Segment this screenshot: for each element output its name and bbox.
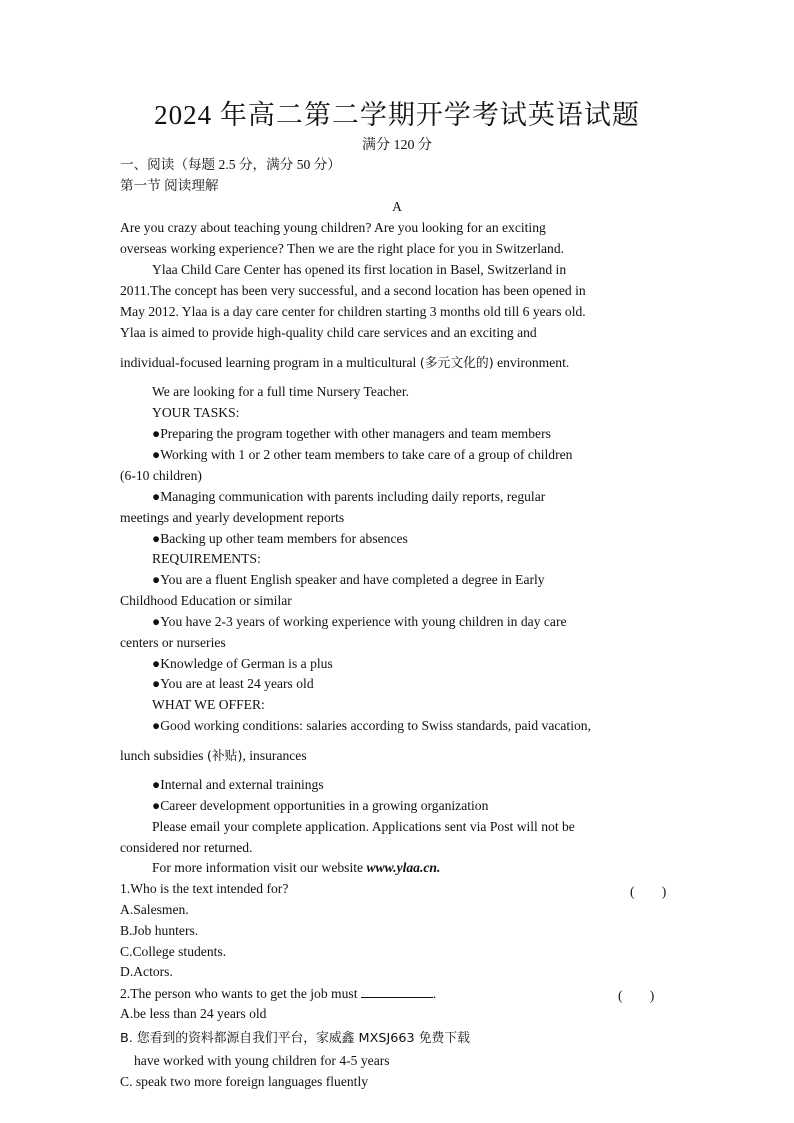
list-item-cont: centers or nurseries [120, 635, 226, 650]
question-text: 2.The person who wants to get the job must [120, 986, 358, 1001]
offer-heading: WHAT WE OFFER: [152, 697, 265, 712]
exam-title: 2024 年高二第二学期开学考试英语试题 [154, 100, 640, 130]
tasks-heading: YOUR TASKS: [152, 405, 240, 420]
paragraph-line: Ylaa Child Care Center has opened its first location in Basel, Switzerland in [152, 262, 567, 277]
question-1: 1.Who is the text intended for? [120, 881, 289, 896]
list-item: ●You are at least 24 years old [152, 676, 314, 691]
list-item: ●Good working conditions: salaries according to Swiss standards, paid vacation, [152, 718, 591, 733]
paragraph-line: Please email your complete application. Applications sent via Post will not be [152, 819, 575, 834]
paragraph-line: May 2012. Ylaa is a day care center for children starting 3 months old till 6 years old. [120, 304, 586, 319]
paragraph-line: 2011.The concept has been very successful, and a second location has been opened in [120, 283, 586, 298]
paragraph-line: considered nor returned. [120, 840, 253, 855]
job-title-line: We are looking for a full time Nursery Teacher. [152, 384, 410, 399]
section-heading: 一、阅读（每题 2.5 分，满分 50 分） [120, 157, 341, 172]
fill-in-blank[interactable] [361, 984, 433, 998]
list-item: ●Working with 1 or 2 other team members to take care of a group of children [152, 447, 573, 462]
question-2 [120, 984, 680, 1003]
paragraph-text: For more information visit our website [152, 860, 364, 875]
subsection-heading: 第一节 阅读理解 [120, 178, 219, 193]
option: B.Job hunters. [120, 923, 199, 938]
question-text: . [432, 986, 437, 1001]
list-item-cont: Childhood Education or similar [120, 593, 292, 608]
paragraph-text: environment. [497, 355, 570, 370]
option: C. speak two more foreign languages fluently [120, 1074, 369, 1089]
option: A.be less than 24 years old [120, 1006, 267, 1021]
paragraph-text: lunch subsidies [120, 748, 204, 763]
paragraph-line [152, 859, 712, 877]
list-item: ●You are a fluent English speaker and have completed a degree in Early [152, 572, 545, 587]
paragraph-text: individual-focused learning program in a multicultural [120, 355, 417, 370]
paragraph-line [120, 354, 680, 373]
option: D.Actors. [120, 964, 173, 979]
list-item: ●Internal and external trainings [152, 777, 324, 792]
list-item: ●Knowledge of German is a plus [152, 656, 333, 671]
list-item: ●Backing up other team members for absences [152, 531, 408, 546]
answer-blank-2[interactable]: ( ) [618, 988, 655, 1003]
list-item: ●Career development opportunities in a growing organization [152, 798, 489, 813]
list-item: ●Managing communication with parents including daily reports, regular [152, 489, 546, 504]
answer-blank-1[interactable]: ( ) [630, 884, 667, 899]
passage-letter: A [392, 199, 402, 214]
list-item-cont [120, 747, 680, 766]
list-item: ●Preparing the program together with other managers and team members [152, 426, 551, 441]
option: C.College students. [120, 944, 227, 959]
list-item: ●You have 2-3 years of working experience with young children in day care [152, 614, 567, 629]
option-cont: have worked with young children for 4-5 years [134, 1053, 390, 1068]
paragraph-line: Are you crazy about teaching young children? Are you looking for an exciting [120, 220, 546, 235]
requirements-heading: REQUIREMENTS: [152, 551, 261, 566]
paragraph-line: Ylaa is aimed to provide high-quality child care services and an exciting and [120, 325, 537, 340]
exam-subtitle: 满分 120 分 [362, 138, 432, 153]
option-watermark-line: B. 您看到的资料都源自我们平台，家威鑫 MXSJ663 免费下载 [120, 1031, 470, 1046]
paragraph-line: overseas working experience? Then we are the right place for you in Switzerland. [120, 241, 565, 256]
website-link[interactable]: www.ylaa.cn. [366, 860, 441, 875]
glossary-note: (补贴) [206, 749, 243, 764]
paragraph-text: , insurances [242, 748, 307, 763]
list-item-cont: (6-10 children) [120, 468, 202, 483]
list-item-cont: meetings and yearly development reports [120, 510, 345, 525]
glossary-note: (多元文化的) [419, 356, 494, 371]
option: A.Salesmen. [120, 902, 189, 917]
